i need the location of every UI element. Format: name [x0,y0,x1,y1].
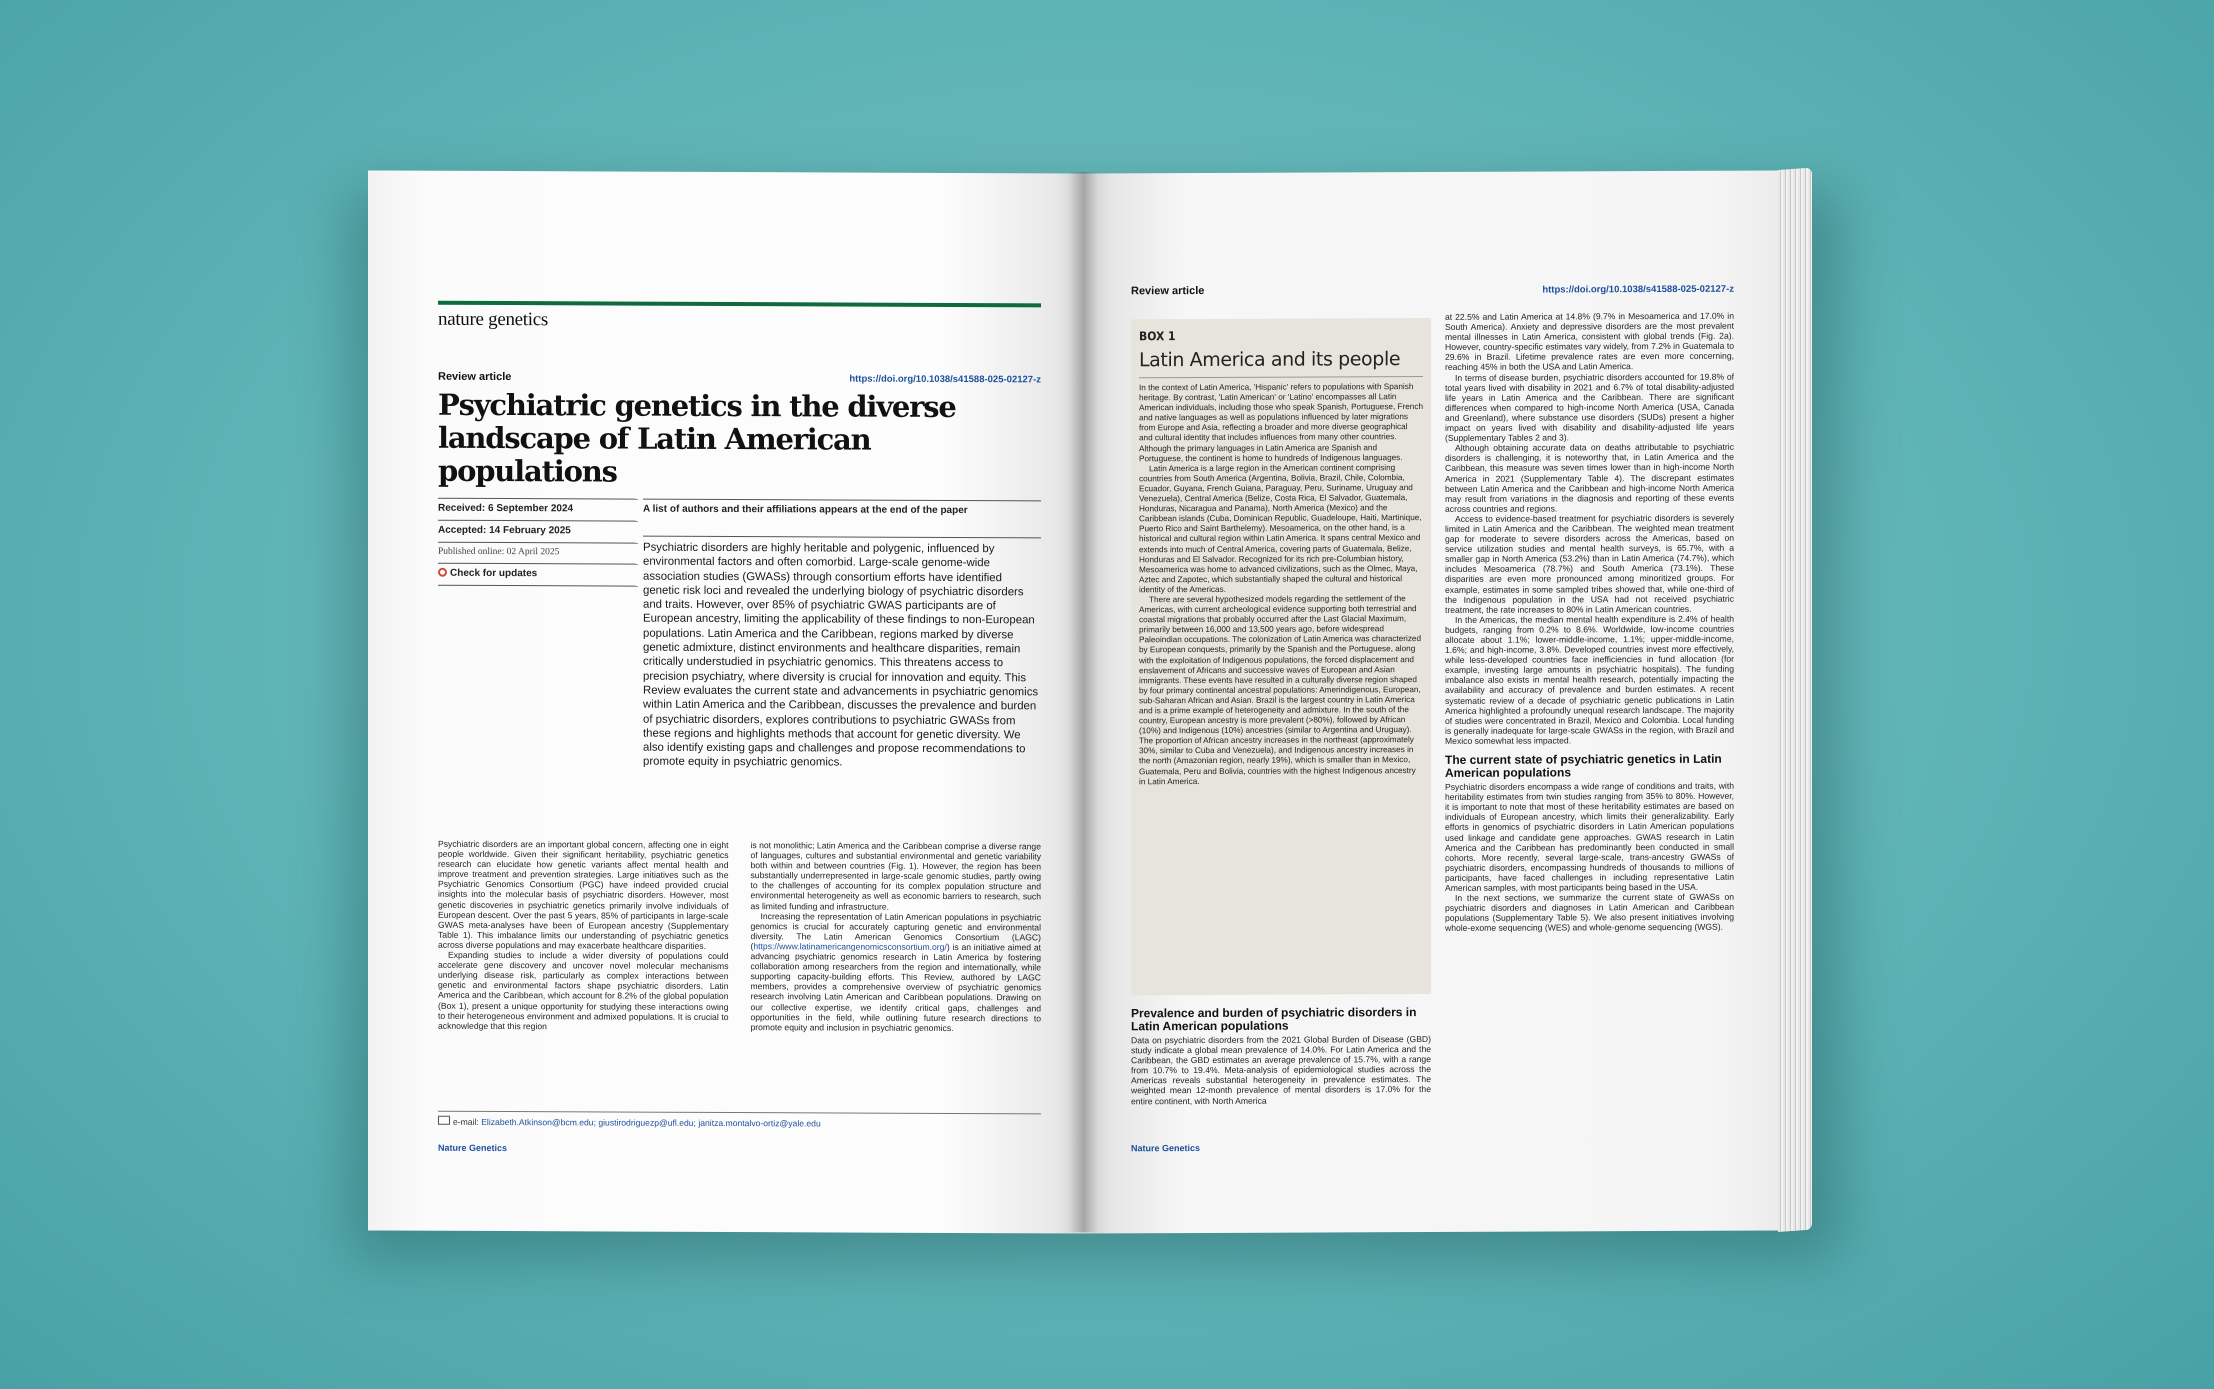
paragraph-text: ) is an initiative aimed at advancing psychiatric genomics research in Latin America by fostering collaboration among researchers from the region and internationally, while supporting capacity-building efforts. This Review, authored by LAGC members, provides a comprehensive overview of psychiatric genomics research involving Latin American and Caribbean populations. Drawing on our collective expertise, we identify critical gaps, challenges and opportunities in the field, while outlining future research directions to promote equity and inclusion in psychiatric genomics. [750,941,1041,1033]
email-label: e-mail: [453,1116,479,1127]
paragraph: In the next sections, we summarize the current state of GWASs on psychiatric disorders and diagnoses in Latin American and Caribbean populations (Supplementary Table 5). We also present initiatives involving whole-exome sequencing (WES) and whole-genome sequencing (WGS). [1445,891,1734,934]
body-column-2 [751,840,1042,1033]
paragraph: Access to evidence-based treatment for psychiatric disorders is severely limited in Latin America and the Caribbean. The weighted mean treatment gap for moderate to severe disorders across the Americas, based on service utilization studies and mental health surveys, is 65.7%, with a smaller gap in North America (53.2%) than in Latin America (74.7%), which includes Mesoamerica (78.7%) and South America (73.1%). These disparities are even more pronounced among minoritized groups. For example, estimates in some sampled tribes showed that, while one-third of the Indigenous population in the USA had not received psychiatric treatment, the rate increases to 80% in Latin American countries. [1445,512,1734,615]
mail-icon [438,1116,450,1125]
email-addresses[interactable]: Elizabeth.Atkinson@bcm.edu; giustirodriguezp@ufl.edu; janitza.montalvo-ortiz@yale.edu [481,1116,821,1129]
article-header [1131,283,1734,298]
box-title: Latin America and its people [1139,348,1401,372]
check-updates-icon [438,568,447,577]
body-column-1 [438,839,729,1032]
paragraph: In terms of disease burden, psychiatric disorders accounted for 19.8% of total years lived with disability in 2021 and 6.7% of total disability-adjusted life years in Latin America and the Caribbean. There are significant differences when compared to high-income North America (USA, Canada and Greenland), where substance use disorders (SUDs) present a higher impact on years lived with disability and disability-adjusted life years (Supplementary Tables 2 and 3). [1445,371,1734,444]
paragraph: at 22.5% and Latin America at 14.8% (9.7% in Mesoamerica and 17.0% in South America). Anxiety and depressive disorders are the most prevalent mental illnesses in Latin America, consistent with global trends (Fig. 2a). However, country-specific estimates vary widely, from 7.2% in Guatemala to 29.6% in Brazil. Lifetime prevalence rates are even more concerning, reaching 45% in both the USA and Latin America. [1445,310,1734,373]
doi-link[interactable]: https://doi.org/10.1038/s41588-025-02127-z [1542,283,1734,296]
paragraph: There are several hypothesized models regarding the settlement of the Americas, with current archeological evidence supporting both terrestrial and coastal migrations that probably occurred after the Last Glacial Maximum, primarily between 16,000 and 13,500 years ago, before widespread Paleoindian occupations. The colonization of Latin America was characterized by European conquests, primarily by the Spanish and the Portuguese, along with the exploitation of Indigenous populations, the forced displacement and enslavement of Africans and successive waves of European and Asian immigrants. These events have resulted in a culturally diverse region shaped by four primary continental ancestral populations: Amerindigenous, European, sub-Saharan African and Asian. Brazil is the largest country in Latin America and is a prime example of heterogeneity and admixture. In the south of the country, European ancestry is more prevalent (>80%), followed by African (10%) and Indigenous (10%) ancestries (similar to Argentina and Uruguay). The proportion of African ancestry increases in the northeast (approximately 30%, similar to Cuba and Venezuela), and Indigenous ancestry increases in the north (Amazonian region, nearly 19%), which is smaller than in Mexico, Guatemala, Peru and Bolivia, countries with the highest Indigenous ancestry in Latin America. [1139,594,1422,786]
article-title: Psychiatric genetics in the diverse landscape of Latin American populations [438,387,956,489]
published-date: Published online: 02 April 2025 [438,542,638,564]
journal-rule [438,301,1041,308]
journal-name: nature genetics [438,308,548,331]
section-heading: The current state of psychiatric genetics in Latin American populations [1445,751,1722,780]
box-text [1139,382,1423,787]
doi-link[interactable]: https://doi.org/10.1038/s41588-025-02127-z [849,373,1041,386]
paragraph: In the context of Latin America, 'Hispanic' refers to populations with Spanish heritage. By contrast, 'Latin American' or 'Latino' encompasses all Latin American individuals, including those who speak Spanish, Portuguese, French and native languages as well as populations influenced by later migrations from Europe and Asia, reflecting a broader and more diverse geographical and cultural identity that includes influences from many other countries. Although the primary languages in Latin America are Spanish and Portuguese, the continent is home to hundreds of Indigenous languages. [1139,382,1423,463]
lagc-link[interactable]: https://www.latinamericangenomicsconsortium.org/ [753,941,947,952]
right-page [1083,170,1778,1233]
box-divider [1139,376,1423,378]
paragraph: In the Americas, the median mental health expenditure is 2.4% of health budgets, ranging from 0.2% to 8.6%. Worldwide, low-income countries allocate about 1.1%; lower-middle-income, 1.1%; upper-middle-income, 1.6%; and high-income, 3.8%. Developed countries invest more effectively, while less-developed countries face inefficiencies in fund allocation (for example, investing large amounts in psychiatric hospitals). The funding imbalance also exists in mental health research, potentially impacting the availability and accuracy of prevalence and burden estimates. A recent systematic review of a decade of psychiatric genetic publications in Latin America highlighted a profoundly unequal research landscape. The majority of studies were concentrated in Brazil, Mexico and Colombia. Local funding is generally inadequate for large-scale GWASs in the region, with Brazil and Mexico somewhat less impacted. [1445,613,1734,746]
paragraph [751,911,1042,1033]
paragraph: Latin America is a large region in the American continent comprising countries from South America (Argentina, Bolivia, Brazil, Chile, Colombia, Ecuador, Guyana, French Guiana, Paraguay, Peru, Suriname, Uruguay and Venezuela), Central America (Belize, Costa Rica, El Salvador, Guatemala, Honduras, Nicaragua and Panama), North America (Mexico) and the Caribbean islands (Cuba, Dominican Republic, Guadeloupe, Haiti, Martinique, Puerto Rico and Saint Barthelemy). Mesoamerica, on the other hand, is a historical and cultural region within Latin America. It spans central Mexico and extends into much of Central America, covering parts of Guatemala, Belize, Honduras and El Salvador. Recognized for its rich pre-Columbian history, Mesoamerica was home to advanced civilizations, such as the Olmec, Maya, Aztec and Zapotec, which substantially shaped the cultural and historical identity of the Americas. [1139,462,1422,595]
received-date: Received: 6 September 2024 [438,498,638,521]
left-page [368,170,1083,1233]
paragraph-text: Increasing the representation of Latin American populations in psychiatric genomics is crucial for accurately capturing genetic and environmental diversity. The Latin American Genomics Consortium (LAGC) ( [750,910,1041,952]
box-label: BOX 1 [1139,329,1176,344]
section-heading: Prevalence and burden of psychiatric disorders in Latin American populations [1131,1005,1417,1033]
paragraph: Psychiatric disorders are an important global concern, affecting one in eight people worldwide. Given their significant heritability, psychiatric genetics research can elucidate how genetic variants affect mental health and improve treatment and prevention strategies. Large initiatives such as the Psychiatric Genomics Consortium (PGC) have indeed provided crucial insights into the molecular basis of psychiatric disorders. However, most genetic discoveries in psychiatric genetics primarily involve individuals of European descent. Over the past 5 years, 85% of participants in large-scale GWAS meta-analyses have been of European ancestry (Supplementary Table 1). This imbalance limits our understanding of psychiatric genetics across diverse populations and may exacerbate healthcare disparities. [438,838,729,951]
article-dates [438,498,638,587]
page-footer: Nature Genetics [1131,1143,1201,1154]
prevalence-section [1131,1006,1431,1106]
paragraph: Psychiatric disorders encompass a wide range of conditions and traits, with heritability estimates from twin studies ranging from 35% to 80%. However, it is important to note that most of these heritability estimates are based on individuals of European ancestry, which limits their generalizability. Early efforts in genomics of psychiatric disorders in Latin American populations used linkage and candidate gene approaches. GWAS research in Latin America and the Caribbean has predominantly been conducted in small cohorts. More recently, several large-scale, trans-ancestry GWASs of psychiatric disorders, encompassing hundreds of thousands to millions of participants, have faced challenges in including representative Latin American samples, with most participants being based in the USA. [1445,780,1734,893]
accepted-date: Accepted: 14 February 2025 [438,520,638,543]
article-header [438,371,1041,386]
article-type: Review article [1131,284,1205,298]
page-footer: Nature Genetics [438,1142,508,1154]
paragraph: is not monolithic; Latin America and the Caribbean comprise a diverse range of languages, cultures and substantial environmental and genetic variability both within and between countries (Fig. 1). However, the region has been substantially underrepresented in large-scale genomic studies, partly owing to the challenges of accounting for its complex population structure and environmental heterogeneity as well as economic barriers to research, such as limited funding and infrastructure. [750,840,1041,912]
article-type: Review article [438,370,512,384]
body-text [438,839,1041,1033]
page-edges [1778,168,1812,1232]
abstract: Psychiatric disorders are highly heritable and polygenic, influenced by environmental factors and often comorbid. Large-scale genome-wide association studies (GWASs) through consortium efforts have identified genetic risk loci and revealed the underlying biology of psychiatric disorders and traits. However, over 85% of psychiatric GWAS participants are of European ancestry, limiting the applicability of these findings to non-European populations. Latin America and the Caribbean, regions marked by diverse genetic admixture, distinct environments and healthcare disparities, remain critically understudied in psychiatric genomics. This threatens access to precision psychiatry, where diversity is crucial for innovation and equity. This Review evaluates the current state and advancements in psychiatric genomics within Latin America and the Caribbean, discusses the prevalence and burden of psychiatric disorders, explores contributions to psychiatric GWASs from these regions and highlights methods that account for genetic diversity. We also identify existing gaps and challenges and propose recommendations to promote equity in psychiatric genomics. [643,536,1041,771]
paragraph: Although obtaining accurate data on deaths attributable to psychiatric disorders is challenging, it is noteworthy that, in Latin America and the Caribbean, this measure was seven times lower than in high-income North America in 2021 (Supplementary Table 4). The discrepant estimates between Latin America and the Caribbean and high-income North America may result from variations in the diagnosis and reporting of these events across countries and regions. [1445,441,1734,514]
paragraph: Data on psychiatric disorders from the 2021 Global Burden of Disease (GBD) study indicate a global mean prevalence of 14.0%. For Latin America and the Caribbean, the GBD estimates an average prevalence of 15.7%, with a range from 10.7% to 19.4%. Meta-analysis of epidemiological studies across the Americas reveals substantial heterogeneity in prevalence estimates. The weighted mean 12-month prevalence of mental disorders is 17.0% for the entire continent, with North America [1131,1033,1431,1106]
book-gutter [1068,172,1098,1232]
email-line [438,1111,1041,1130]
paragraph: Expanding studies to include a wider diversity of populations could accelerate gene discovery and uncover novel molecular mechanisms underlying disease risk, particularly as complex interactions between genetic and environmental factors shape psychiatric disorders. Latin America and the Caribbean, which account for 8.2% of the global population (Box 1), present a unique opportunity for studying these interactions owing to their heterogeneous environment and admixed populations. It is crucial to acknowledge that this region [438,949,729,1031]
check-updates-label: Check for updates [450,567,538,580]
authors-note: A list of authors and their affiliations appears at the end of the paper [643,499,1041,517]
check-updates-button[interactable] [438,563,638,587]
box-1 [1131,318,1431,995]
body-column-2 [1445,311,1734,934]
